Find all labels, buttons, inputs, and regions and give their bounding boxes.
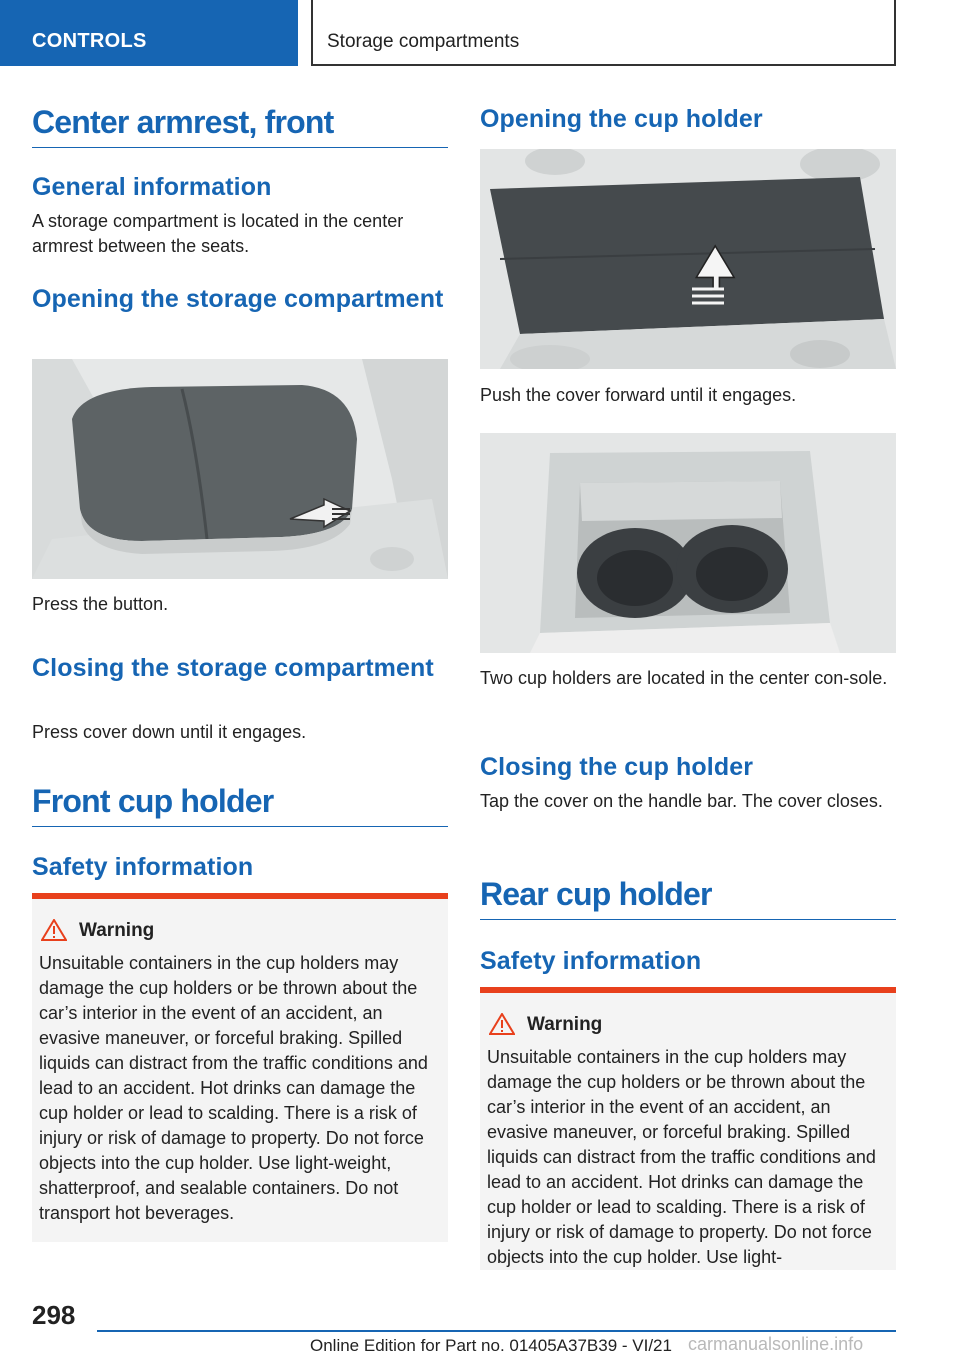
heading-center-armrest: Center armrest, front bbox=[32, 104, 448, 148]
open-cup-holder-illustration bbox=[480, 433, 896, 653]
warning-title-text-rear: Warning bbox=[527, 1014, 603, 1035]
edition-text: Online Edition for Part no. 01405A37B39 - VI/21 bbox=[310, 1336, 672, 1355]
armrest-illustration bbox=[32, 359, 448, 579]
heading-closing-storage: Closing the storage compartment bbox=[32, 654, 434, 682]
section-title: Storage compartments bbox=[311, 0, 896, 66]
warning-title-text: Warning bbox=[79, 920, 155, 941]
press-button-text: Press the button. bbox=[32, 594, 169, 614]
warning-text-rear: Unsuitable containers in the cup holders may damage the cup holders or be thrown about the car’s interior in the event of an accident, an evasive maneuver, or forceful braking. Spilled liquids can distract from the traffic conditions and lead to an accident. Hot drinks can damage the cup holder or lead to scalding. There is a risk of injury or risk of damage to property. Do not force objects into the cup holder. Use light- bbox=[487, 1047, 876, 1267]
warning-title bbox=[79, 919, 440, 943]
warning-text: Unsuitable containers in the cup holders may damage the cup holders or be thrown about the car’s interior in the event of an accident, an evasive maneuver, or forceful braking. Spilled liquids can distract from the traffic conditions and lead to an accident. Hot drinks can damage the cup holder or lead to scalding. There is a risk of injury or risk of damage to property. Do not force objects into the cup holder. Use light-weight, shatterproof, and sealable containers. Do not transport hot beverages. bbox=[39, 953, 428, 1223]
heading-safety-information: Safety information bbox=[32, 853, 254, 881]
chapter-tab[interactable]: CONTROLS bbox=[0, 0, 298, 66]
heading-opening-cup-holder: Opening the cup holder bbox=[480, 105, 763, 133]
footer-divider bbox=[97, 1330, 896, 1332]
heading-opening-storage: Opening the storage compartment bbox=[32, 285, 444, 313]
warning-triangle-icon bbox=[41, 919, 67, 941]
watermark: carmanualsonline.info bbox=[688, 1334, 864, 1354]
warning-box-rear bbox=[480, 987, 896, 1270]
page-number: 298 bbox=[32, 1300, 76, 1330]
heading-safety-information-rear: Safety information bbox=[480, 947, 702, 975]
warning-triangle-icon bbox=[489, 1013, 515, 1035]
cup-holder-cover-illustration bbox=[480, 149, 896, 369]
heading-closing-cup-holder: Closing the cup holder bbox=[480, 753, 754, 781]
heading-rear-cup-holder: Rear cup holder bbox=[480, 876, 896, 920]
warning-title-rear bbox=[527, 1013, 888, 1037]
closing-cup-holder-text: Tap the cover on the handle bar. The cover closes. bbox=[480, 791, 883, 811]
two-cup-holders-text: Two cup holders are located in the center con-sole. bbox=[480, 668, 888, 688]
warning-box bbox=[32, 893, 448, 1242]
push-cover-text: Push the cover forward until it engages. bbox=[480, 385, 797, 405]
heading-front-cup-holder: Front cup holder bbox=[32, 783, 448, 827]
general-information-text: A storage compartment is located in the center armrest between the seats. bbox=[32, 211, 404, 256]
heading-general-information: General information bbox=[32, 173, 272, 201]
closing-storage-text: Press cover down until it engages. bbox=[32, 722, 307, 742]
